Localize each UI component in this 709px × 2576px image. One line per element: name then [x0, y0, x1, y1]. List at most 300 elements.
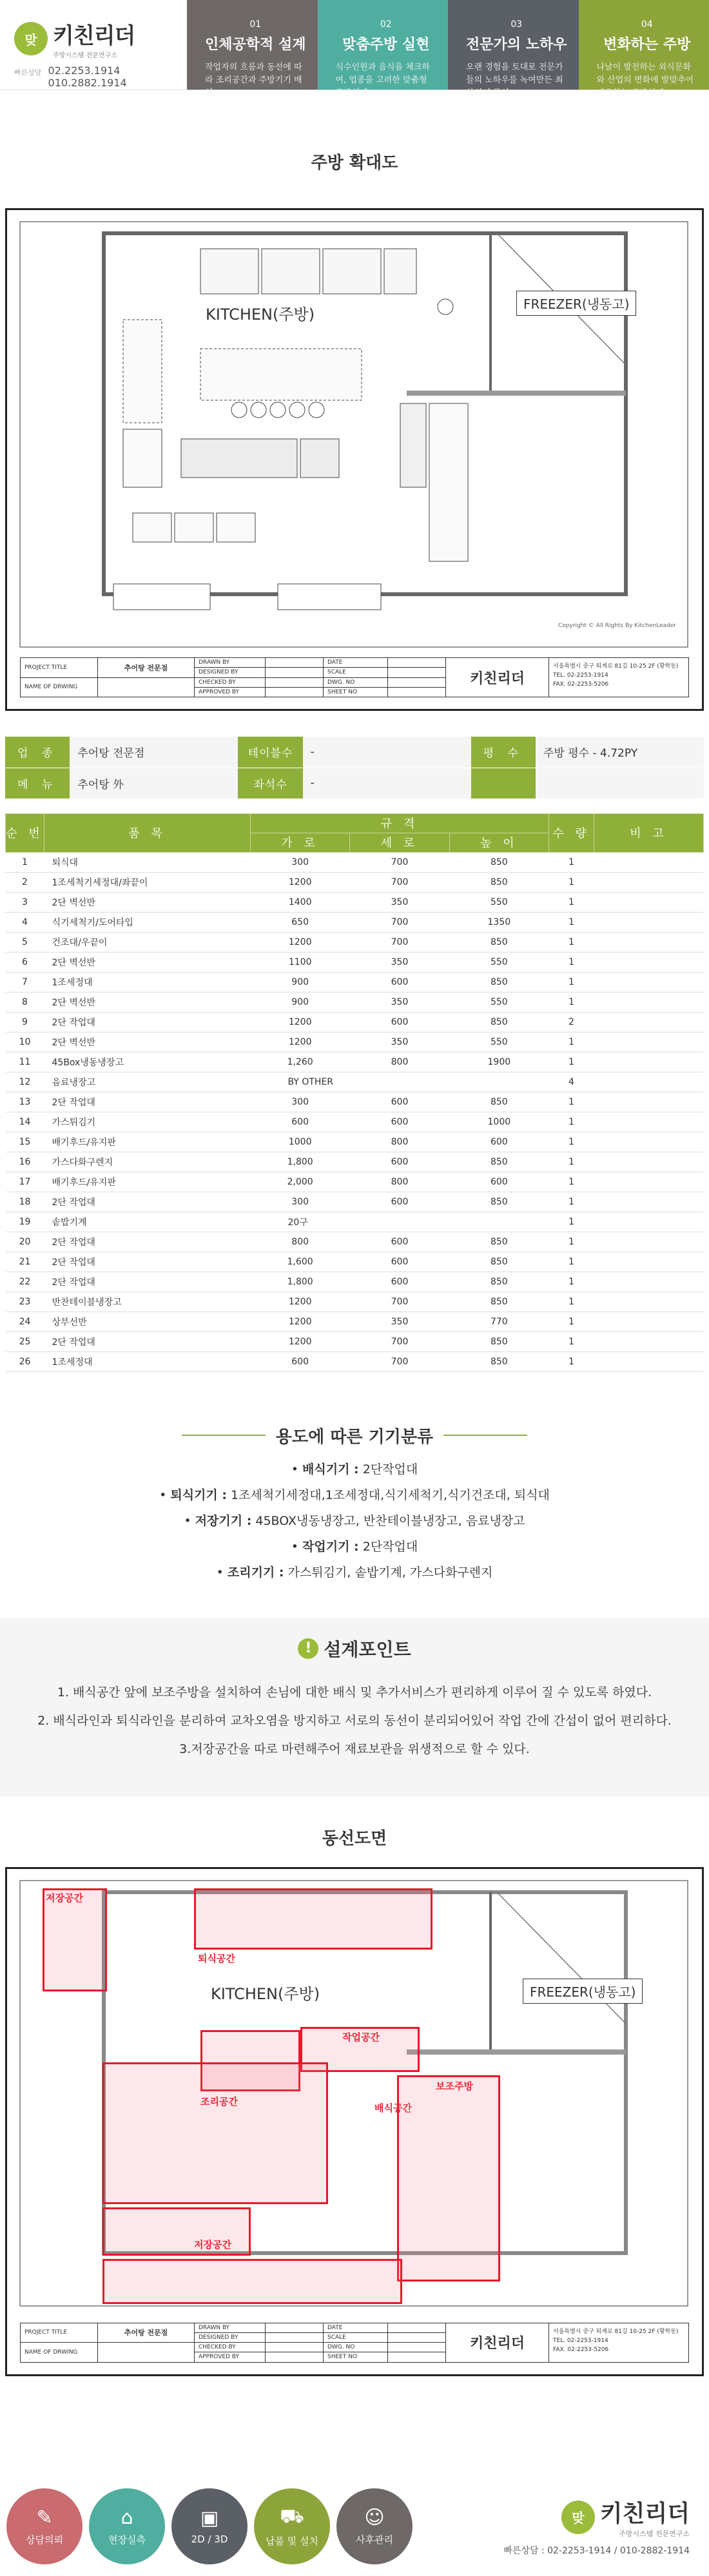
cell-height: 850 [449, 1351, 549, 1371]
zone-serve-label: 배식공간 [374, 2102, 412, 2114]
cell-item: 퇴식대 [44, 852, 251, 872]
table-row [6, 1092, 704, 1112]
cell-note [594, 952, 704, 972]
cell-qty: 1 [549, 992, 594, 1012]
seats-value: - [303, 768, 471, 799]
zone-storage-label: 저장공간 [46, 1892, 83, 1904]
ruler-icon: ⌂ [121, 2506, 133, 2529]
cell-item: 가스다화구렌지 [44, 1152, 251, 1172]
design-item: 3.저장공간을 따로 마련해주어 재료보관을 위생적으로 할 수 있다. [179, 1741, 530, 1756]
consult-button[interactable] [6, 2488, 83, 2564]
cell-note [594, 1351, 704, 1371]
step-number: 02 [380, 19, 392, 30]
cell-width: 800 [251, 1232, 350, 1252]
table-row [6, 1232, 704, 1252]
cell-depth: 350 [350, 952, 449, 972]
cell-qty: 2 [549, 1012, 594, 1032]
footer-company: 키친리더 [599, 2501, 690, 2527]
cell-qty: 1 [549, 852, 594, 872]
table-row [6, 1252, 704, 1272]
cell-no: 22 [6, 1272, 44, 1292]
zone-sub-kitchen [397, 2075, 500, 2281]
cell-qty: 1 [549, 872, 594, 892]
cell-note [594, 1112, 704, 1132]
cell-height: 850 [449, 1012, 549, 1032]
table-row [6, 1112, 704, 1132]
logo-badge-icon: 맞 [14, 22, 48, 55]
area-value: 주방 평수 - 4.72PY [536, 737, 704, 768]
cell-note [594, 932, 704, 952]
table-row [6, 972, 704, 992]
tb-date: DATE [324, 2323, 387, 2333]
phone-label: 빠른상담 [14, 68, 42, 77]
cell-note [594, 852, 704, 872]
cell-no: 8 [6, 992, 44, 1012]
cell-depth: 600 [350, 1012, 449, 1032]
cell-note [594, 1052, 704, 1072]
logo-sub: 주방시스템 전문연구소 [53, 52, 117, 59]
table-row [6, 852, 704, 872]
cell-width: 300 [251, 1092, 350, 1112]
col-qty: 수 량 [549, 813, 594, 852]
cell-no: 10 [6, 1032, 44, 1052]
cell-item: 솥밥기계 [44, 1212, 251, 1232]
freezer-label: FREEZER(냉동고) [516, 291, 636, 316]
table-row [6, 1312, 704, 1332]
step-desc: 나날이 발전하는 외식문화와 산업의 변화에 발맞추어 대응하는 주방설계 [596, 63, 694, 98]
cell-depth: 350 [350, 992, 449, 1012]
cell-note [594, 1272, 704, 1292]
cell-note [594, 1292, 704, 1312]
flow-title: 동선도면 [322, 1828, 387, 1848]
cell-depth: 600 [350, 1272, 449, 1292]
cell-depth: 700 [350, 1292, 449, 1312]
cell-note [594, 1212, 704, 1232]
copyright-note: Copyright © All Rights By KitchenLeader [558, 623, 676, 629]
cell-width: 1400 [251, 892, 350, 912]
cell-item: 2단 벽선반 [44, 952, 251, 972]
cell-qty: 1 [549, 1132, 594, 1152]
design-points [0, 1618, 709, 1797]
cell-height: 850 [449, 972, 549, 992]
spec-table-body [6, 852, 704, 1371]
step-3 [448, 0, 579, 98]
cell-width: 2,000 [251, 1172, 350, 1192]
tb-blank [98, 678, 194, 697]
cell-no: 13 [6, 1092, 44, 1112]
cell-qty: 1 [549, 1351, 594, 1371]
table-row [6, 892, 704, 912]
cell-item: 배기후드/유지판 [44, 1172, 251, 1192]
footer-sub: 주방시스템 전문연구소 [619, 2530, 690, 2538]
tb-scale: SCALE [324, 668, 387, 677]
phone-2: 010.2882.1914 [48, 77, 127, 89]
exclamation-icon: ! [298, 1638, 318, 1659]
table-row [6, 1192, 704, 1212]
tb-date: DATE [324, 658, 387, 668]
cell-note [594, 1172, 704, 1192]
table-row [6, 1052, 704, 1072]
cell-height: 850 [449, 1252, 549, 1272]
design-item: 2. 배식라인과 퇴식라인을 분리하여 교차오염을 방지하고 서로의 동선이 분리되어있어 작업 간에 간섭이 없어 편리하다. [37, 1713, 672, 1728]
cell-no: 11 [6, 1052, 44, 1072]
step-desc: 오랜 경험을 토대로 전문가들의 노하우를 녹여만든 최상의 솔루션 [466, 63, 563, 98]
cell-qty: 1 [549, 1092, 594, 1112]
zone-cook [102, 2062, 328, 2204]
title-block [20, 657, 689, 697]
cell-qty: 1 [549, 1272, 594, 1292]
cell-qty: 1 [549, 1232, 594, 1252]
zone-dish-label: 퇴식공간 [198, 1952, 235, 1964]
type-label: 업 종 [5, 737, 70, 768]
cell-item: 건조대/우끝이 [44, 932, 251, 952]
cell-item: 2단 작업대 [44, 1192, 251, 1212]
step-number: 03 [510, 19, 523, 30]
cell-no: 14 [6, 1112, 44, 1132]
tb-tel: TEL. 02-2253-1914 [553, 2337, 608, 2344]
tb-project-value: 추어탕 전문점 [98, 658, 194, 678]
cell-qty: 1 [549, 1052, 594, 1072]
step-number: 04 [641, 19, 653, 30]
cell-item: 2단 작업대 [44, 1272, 251, 1292]
cell-width: 1,800 [251, 1272, 350, 1292]
cell-qty: 1 [549, 1292, 594, 1312]
cell-item: 음료냉장고 [44, 1072, 251, 1092]
zone-serve [102, 2259, 402, 2304]
cell-no: 26 [6, 1351, 44, 1371]
col-size: 규 격 [251, 813, 549, 833]
cell-depth: 700 [350, 852, 449, 872]
cell-width: 600 [251, 1351, 350, 1371]
zone-dish [194, 1888, 432, 1950]
footer-phones: 빠른상담 : 02-2253-1914 / 010-2882-1914 [503, 2546, 690, 2556]
cell-qty: 1 [549, 952, 594, 972]
phone-1: 02.2253.1914 [48, 64, 121, 77]
table-row [6, 952, 704, 972]
process-steps [187, 0, 709, 98]
tb-project-title: PROJECT TITLE [21, 658, 97, 678]
cell-qty: 1 [549, 1332, 594, 1351]
table-row [6, 992, 704, 1012]
cell-no: 2 [6, 872, 44, 892]
tb-company-logo: 키친리더 [446, 658, 549, 697]
cell-note [594, 1332, 704, 1351]
cell-item: 식기세척기/도어타입 [44, 912, 251, 932]
cell-item: 2단 작업대 [44, 1252, 251, 1272]
tb-drawn: DRAWN BY [195, 2323, 265, 2333]
cell-note [594, 992, 704, 1012]
cell-depth: 700 [350, 1332, 449, 1351]
step-title: 변화하는 주방 [603, 37, 691, 53]
col-no: 순 번 [6, 813, 44, 852]
cell-width: 900 [251, 972, 350, 992]
truck-icon: ⛟ [280, 2504, 304, 2528]
step-4 [579, 0, 709, 98]
cell-depth: 800 [350, 1052, 449, 1072]
cell-depth: 350 [350, 1032, 449, 1052]
cell-no: 9 [6, 1012, 44, 1032]
table-row [6, 1012, 704, 1032]
cell-no: 4 [6, 912, 44, 932]
tb-project-title: PROJECT TITLE [21, 2323, 97, 2343]
step-title: 인체공학적 설계 [205, 37, 306, 53]
floor-plan-svg [7, 210, 702, 709]
zone-cook-label: 조리공간 [200, 2095, 238, 2107]
cell-qty: 4 [549, 1072, 594, 1092]
tb-address: 서울특별시 중구 퇴계로 81길 10-25 2F (황학동) [553, 2328, 679, 2335]
tb-dwg: DWG. NO [324, 678, 387, 688]
area-label: 평 수 [471, 737, 536, 768]
cell-item: 가스튀김기 [44, 1112, 251, 1132]
cell-qty: 1 [549, 1252, 594, 1272]
cell-qty: 1 [549, 1152, 594, 1172]
cell-no: 24 [6, 1312, 44, 1332]
store-info-table [5, 737, 704, 799]
class-line: • 저장기기 : 45BOX냉동냉장고, 반찬테이블냉장고, 음료냉장고 [184, 1513, 525, 1528]
tb-name-of-drawing: NAME OF DRWING [24, 2348, 78, 2356]
cell-depth: 700 [350, 1351, 449, 1371]
cell-depth: 600 [350, 1092, 449, 1112]
col-depth: 세 로 [350, 833, 449, 852]
cell-width: 1200 [251, 1292, 350, 1312]
cell-no: 20 [6, 1232, 44, 1252]
flow-title-block [20, 2323, 689, 2363]
tables-label: 테이블수 [238, 737, 302, 768]
cell-width: 1,800 [251, 1152, 350, 1172]
cell-width: 300 [251, 852, 350, 872]
survey-label: 현장실측 [108, 2533, 146, 2546]
cell-depth: 600 [350, 1232, 449, 1252]
cell-qty: 1 [549, 932, 594, 952]
cell-depth: 600 [350, 972, 449, 992]
step-2 [318, 0, 449, 98]
cell-height: 770 [449, 1312, 549, 1332]
cell-height: 550 [449, 1032, 549, 1052]
step-1 [187, 0, 318, 98]
clipboard-icon: ✎ [36, 2506, 53, 2529]
cell-item: 2단 작업대 [44, 1092, 251, 1112]
cell-note [594, 1032, 704, 1052]
class-line: • 조리기기 : 가스튀김기, 솥밥기계, 가스다화구렌지 [216, 1565, 493, 1580]
table-row [6, 1172, 704, 1192]
cell-depth: 600 [350, 1112, 449, 1132]
table-row [6, 1152, 704, 1172]
cell-no: 19 [6, 1212, 44, 1232]
plan-title: 주방 확대도 [311, 153, 398, 173]
menu-label: 메 뉴 [5, 768, 70, 799]
cell-width: 1200 [251, 1332, 350, 1351]
cell-no: 17 [6, 1172, 44, 1192]
flow-freezer-label: FREEZER(냉동고) [523, 1979, 643, 2004]
cell-item: 2단 작업대 [44, 1332, 251, 1351]
cell-no: 6 [6, 952, 44, 972]
cell-note [594, 1232, 704, 1252]
tb-designed: DESIGNED BY [195, 668, 265, 677]
cell-height: 850 [449, 1292, 549, 1312]
cell-width: 1,260 [251, 1052, 350, 1072]
cell-height: 550 [449, 892, 549, 912]
cell-width: 1200 [251, 1312, 350, 1332]
col-width: 가 로 [251, 833, 350, 852]
cell-depth: 600 [350, 1192, 449, 1212]
cell-width: 600 [251, 1112, 350, 1132]
cell-note [594, 1312, 704, 1332]
classification-list [0, 1457, 709, 1585]
table-row [6, 932, 704, 952]
cell-note [594, 972, 704, 992]
design-2d3d-button[interactable] [171, 2488, 248, 2564]
cell-depth: 350 [350, 1312, 449, 1332]
cell-note [594, 892, 704, 912]
tb-name-of-drawing: NAME OF DRWING [24, 684, 78, 691]
cell-qty: 1 [549, 972, 594, 992]
cell-no: 5 [6, 932, 44, 952]
cell-depth: 700 [350, 912, 449, 932]
table-row [6, 1272, 704, 1292]
cell-no: 16 [6, 1152, 44, 1172]
cell-height: 850 [449, 1192, 549, 1212]
design-2d3d-label: 2D / 3D [191, 2533, 228, 2545]
kitchen-label: KITCHEN(주방) [200, 300, 320, 325]
tb-tel: TEL. 02-2253-1914 [553, 672, 608, 679]
cell-no: 15 [6, 1132, 44, 1152]
tb-fax: FAX. 02-2253-5206 [553, 681, 609, 688]
cell-depth: 800 [350, 1172, 449, 1192]
cell-width: 1200 [251, 1032, 350, 1052]
cell-item: 배기후드/유지판 [44, 1132, 251, 1152]
step-desc: 작업자의 흐름과 동선에 따라 조리공간과 주방기기 배치 [205, 63, 302, 98]
tb-dwg: DWG. NO [324, 2343, 387, 2352]
footer-logo-icon: 맞 [561, 2501, 595, 2534]
cell-width: 1200 [251, 1012, 350, 1032]
aftercare-label: 사후관리 [356, 2533, 393, 2546]
cell-no: 1 [6, 852, 44, 872]
cell-item: 2단 벽선반 [44, 992, 251, 1012]
survey-button[interactable] [89, 2488, 165, 2564]
type-value: 추어탕 전문점 [70, 737, 238, 768]
cell-width: 1200 [251, 932, 350, 952]
step-number: 01 [249, 19, 262, 30]
cell-depth: 800 [350, 1132, 449, 1152]
class-line: • 작업기기 : 2단작업대 [291, 1539, 418, 1554]
classification-heading [0, 1424, 709, 1448]
heading-line [443, 1435, 527, 1436]
classification-title: 용도에 따른 기기분류 [275, 1427, 434, 1447]
cell-height: 1900 [449, 1052, 549, 1072]
cell-depth: 600 [350, 1252, 449, 1272]
cell-note [594, 1252, 704, 1272]
cell-item: 1조세정대 [44, 1351, 251, 1371]
cell-qty: 1 [549, 1212, 594, 1232]
person-icon: ☺ [364, 2506, 385, 2529]
col-item: 품 목 [44, 813, 251, 852]
tb-project-value: 추어탕 전문점 [98, 2323, 194, 2343]
cell-no: 21 [6, 1252, 44, 1272]
cell-qty: 1 [549, 1312, 594, 1332]
table-row [6, 912, 704, 932]
seats-label: 좌석수 [238, 768, 302, 799]
equipment-spec-table [5, 813, 704, 1372]
cell-no: 18 [6, 1192, 44, 1212]
cell-width: 300 [251, 1192, 350, 1212]
table-row [6, 1212, 704, 1232]
cell-qty: 1 [549, 1192, 594, 1212]
col-height: 높 이 [449, 833, 549, 852]
tb-fax: FAX. 02-2253-5206 [553, 2346, 609, 2353]
menu-value: 추어탕 外 [70, 768, 238, 799]
cell-note [594, 872, 704, 892]
cell-depth: 700 [350, 932, 449, 952]
table-row [6, 1032, 704, 1052]
tb-checked: CHECKED BY [195, 678, 265, 688]
tb-scale: SCALE [324, 2333, 387, 2343]
design-list [0, 1678, 709, 1763]
flow-kitchen-label: KITCHEN(주방) [207, 1980, 324, 2005]
table-row [6, 1072, 704, 1092]
cell-no: 7 [6, 972, 44, 992]
cell-depth: 700 [350, 872, 449, 892]
cell-qty: 1 [549, 1032, 594, 1052]
brand-logo[interactable] [0, 0, 187, 90]
cell-note [594, 1072, 704, 1092]
install-button[interactable] [254, 2488, 330, 2564]
cell-height: 1000 [449, 1112, 549, 1132]
design-title: 설계포인트 [324, 1638, 411, 1660]
cell-no: 25 [6, 1332, 44, 1351]
cell-width: 650 [251, 912, 350, 932]
tb-checked: CHECKED BY [195, 2343, 265, 2352]
zone-work-label: 작업공간 [342, 2031, 380, 2043]
site-header [0, 0, 709, 98]
tb-drawn: DRAWN BY [195, 658, 265, 668]
tables-value: - [303, 737, 471, 768]
cell-height: 850 [449, 872, 549, 892]
cell-item: 2단 벽선반 [44, 892, 251, 912]
cell-width: BY OTHER [251, 1072, 549, 1092]
aftercare-button[interactable] [336, 2488, 413, 2564]
col-note: 비 고 [594, 813, 704, 852]
tb-designed: DESIGNED BY [195, 2333, 265, 2343]
class-line: • 배식기기 : 2단작업대 [291, 1462, 418, 1477]
cell-width: 20구 [251, 1212, 549, 1232]
table-row [6, 1132, 704, 1152]
cell-height: 1350 [449, 912, 549, 932]
footer-brand [503, 2495, 690, 2557]
step-desc: 식수인원과 음식을 체크하여, 업종을 고려한 맞춤형 주방설계 [335, 63, 430, 98]
cell-item: 1조세정대 [44, 972, 251, 992]
flow-plan-drawing [5, 1867, 704, 2376]
cell-qty: 1 [549, 892, 594, 912]
header-phones [14, 64, 187, 89]
tb-company-logo: 키친리더 [446, 2323, 549, 2362]
tb-approved: APPROVED BY [199, 2354, 240, 2361]
cell-no: 23 [6, 1292, 44, 1312]
cell-height: 850 [449, 1272, 549, 1292]
cell-item: 상부선반 [44, 1312, 251, 1332]
install-label: 납품 및 설치 [266, 2535, 318, 2547]
table-row [6, 872, 704, 892]
cell-height: 600 [449, 1132, 549, 1152]
cell-note [594, 1192, 704, 1212]
step-title: 전문가의 노하우 [466, 37, 567, 53]
class-line: • 퇴식기기 : 1조세척기세정대,1조세정대,식기세척기,식기건조대, 퇴식대 [159, 1487, 550, 1502]
cell-height: 600 [449, 1172, 549, 1192]
cell-note [594, 1012, 704, 1032]
table-row [6, 1292, 704, 1312]
cell-height: 850 [449, 932, 549, 952]
cell-width: 1,600 [251, 1252, 350, 1272]
cell-item: 2단 벽선반 [44, 1032, 251, 1052]
